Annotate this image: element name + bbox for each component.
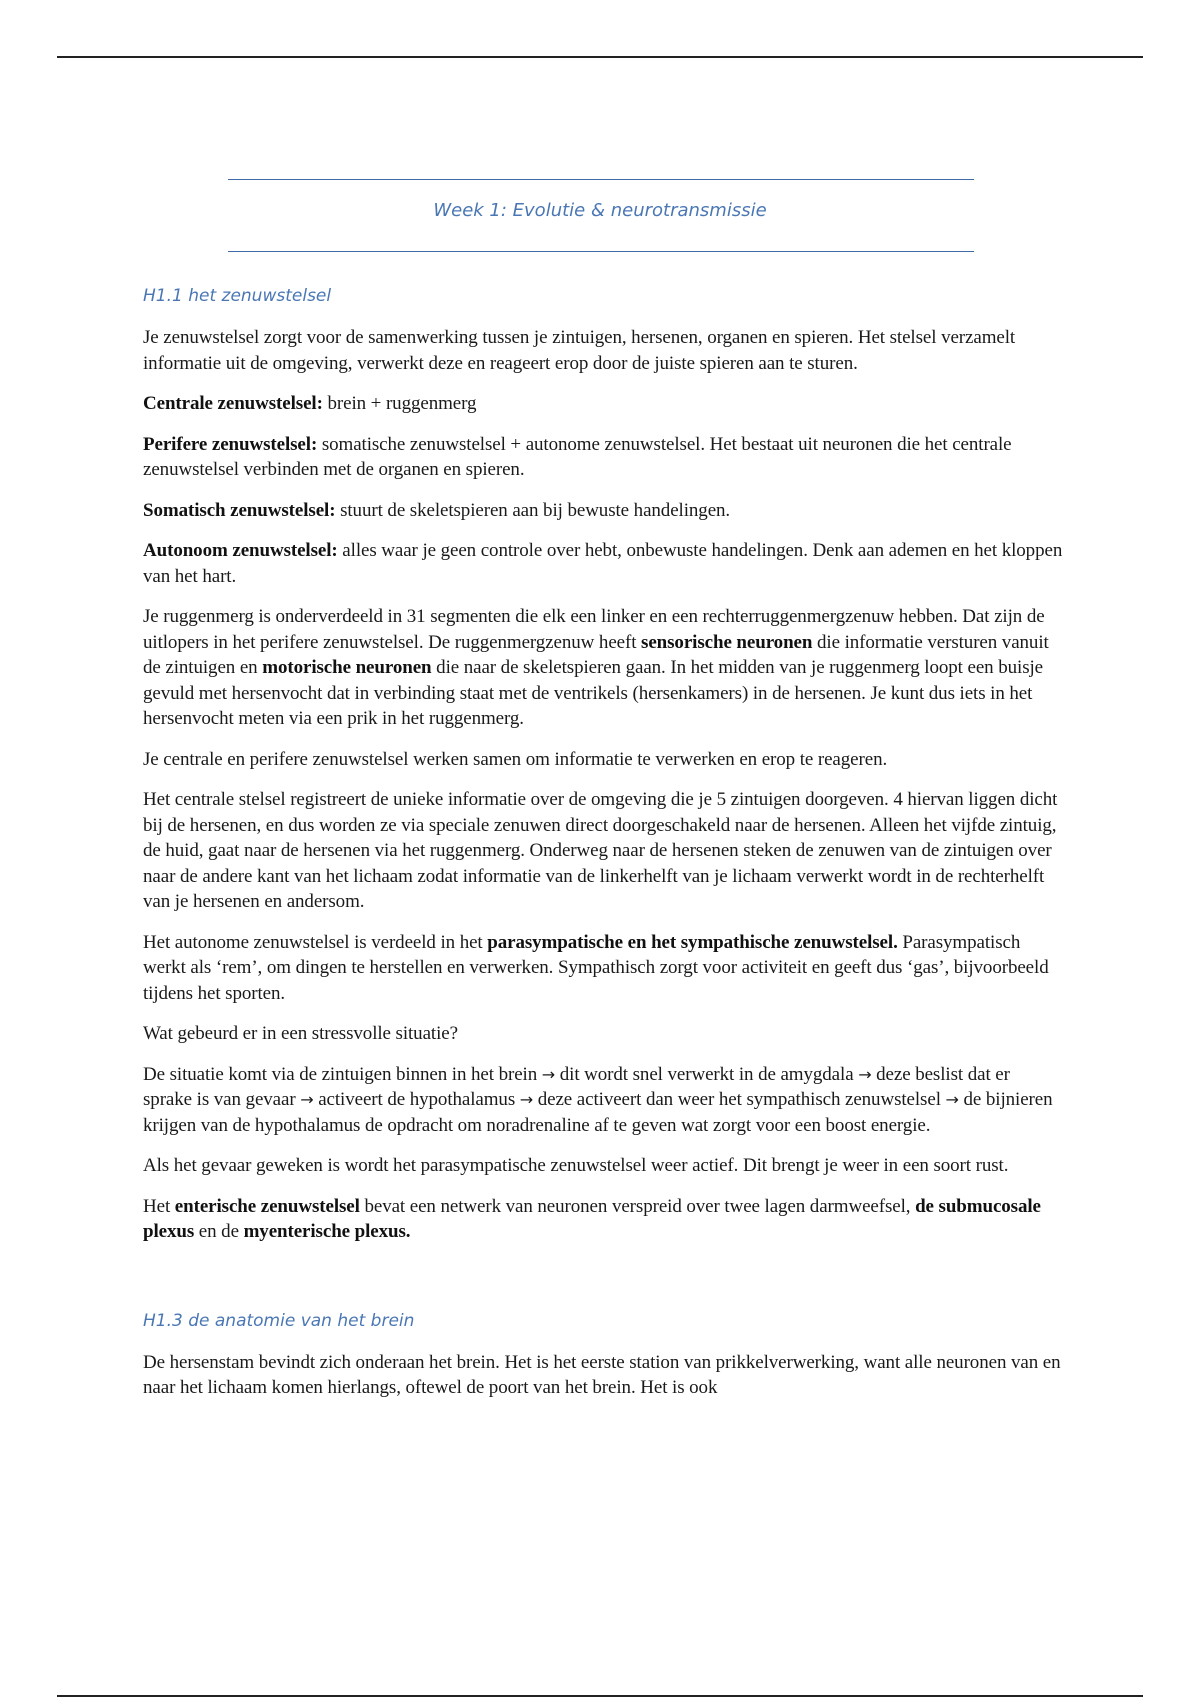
term-parasympathisch-sympathisch: parasympatische en het sympathische zenuwstelsel. [487,931,898,953]
paragraph-centrale [143,391,1063,417]
term-submucosale-plexus: de submucosale plexus [143,1195,1041,1242]
text-enterisch-3: en de [194,1221,244,1242]
paragraph-vraag: Wat gebeurd er in een stressvolle situatie? [143,1023,458,1044]
text-stress-3: deze beslist dat er sprake is van gevaar [143,1063,1010,1110]
term-somatisch: Somatisch zenuwstelsel: [143,499,336,521]
paragraph-stress [143,1062,1063,1139]
paragraph-enterisch [143,1194,1063,1245]
page-bottom-rule [57,1695,1143,1697]
paragraph-hersenstam: De hersenstam bevindt zich onderaan het brein. Het is het eerste station van prikkelverwerking, want alle neuronen van en naar het lichaam komen hierlangs, oftewel de poort van het brein. Het is ook [143,1351,1061,1398]
text-perifere: somatische zenuwstelsel + autonome zenuwstelsel. Het bestaat uit neuronen die het centrale zenuwstelsel verbinden met de organen en spieren. [143,433,1012,480]
text-stress-6: de bijnieren krijgen van de hypothalamus de opdracht om noradrenaline af te geven wat zorgt voor een boost energie. [143,1089,1053,1136]
page-top-rule [57,56,1143,58]
term-perifere: Perifere zenuwstelsel: [143,433,318,455]
document-body [143,286,1063,1416]
text-stress-4: activeert de hypothalamus [313,1089,520,1110]
text-centrale: brein + ruggenmerg [322,393,477,414]
arrow-icon: → [541,1064,556,1084]
paragraph-autonome [143,930,1063,1007]
paragraph-intro: Je zenuwstelsel zorgt voor de samenwerking tussen je zintuigen, hersenen, organen en spieren. Het stelsel verzamelt informatie uit de omgeving, verwerkt deze en reageert erop door de juiste spieren aan te sturen. [143,327,1016,374]
arrow-icon: → [858,1064,872,1084]
paragraph-centrale-stelsel: Het centrale stelsel registreert de unieke informatie over de omgeving die je 5 zintuigen doorgeven. 4 hiervan liggen dicht bij de hersenen, en dus worden ze via speciale zenuwen direct doorgeschakeld naar de hersenen. Alleen het vijfde zintuig, de huid, gaat naar de hersenen via het ruggenmerg. Onderweg naar de hersenen steken de zenuwen van de zintuigen over naar de andere kant van het lichaam zodat informatie van de linkerhelft van je lichaam verwerkt wordt in de rechterhelft van je hersenen en andersom. [143,789,1058,912]
paragraph-autonoom [143,538,1063,589]
text-stress-1: De situatie komt via de zintuigen binnen in het brein [143,1063,542,1085]
title-rule-top [228,179,974,180]
term-enterisch: enterische zenuwstelsel [174,1195,360,1217]
section-heading-h1-1: H1.1 het zenuwstelsel [143,286,332,306]
arrow-icon: → [519,1090,534,1109]
arrow-icon: → [300,1090,314,1109]
page-title: Week 1: Evolutie & neurotransmissie [433,200,767,221]
text-enterisch-2: bevat een netwerk van neuronen verspreid over twee lagen darmweefsel, [359,1195,916,1217]
paragraph-ruggenmerg [143,604,1063,732]
text-somatisch: stuurt de skeletspieren aan bij bewuste handelingen. [335,499,731,521]
text-stress-2: dit wordt snel verwerkt in de amygdala [555,1063,859,1085]
text-stress-5: deze activeert dan weer het sympathisch zenuwstelsel [533,1089,946,1110]
text-ruggenmerg-1: Je ruggenmerg is onderverdeeld in 31 segmenten die elk een linker en een rechterruggenmergzenuw hebben. Dat zijn de uitlopers in het perifere zenuwstelsel. De ruggenmergzenuw heeft [143,606,1045,653]
section-heading-h1-3: H1.3 de anatomie van het brein [143,1310,415,1331]
paragraph-somatisch [143,498,1063,524]
title-rule-bottom [228,251,974,252]
term-myenterische-plexus: myenterische plexus. [243,1221,411,1242]
paragraph-rust: Als het gevaar geweken is wordt het parasympatische zenuwstelsel weer actief. Dit brengt je weer in een soort rust. [143,1155,1009,1176]
text-autonome-1: Het autonome zenuwstelsel is verdeeld in het [143,931,488,953]
text-enterisch-1: Het [143,1195,175,1217]
term-motorische-neuronen: motorische neuronen [262,657,432,678]
text-autonoom: alles waar je geen controle over hebt, onbewuste handelingen. Denk aan ademen en het kloppen van het hart. [143,540,1063,587]
text-ruggenmerg-2: die informatie versturen vanuit de zintuigen en [143,631,1049,678]
term-sensorische-neuronen: sensorische neuronen [641,631,813,653]
term-centrale: Centrale zenuwstelsel: [143,393,323,414]
term-autonoom: Autonoom zenuwstelsel: [143,540,338,561]
paragraph-perifere [143,432,1063,483]
text-ruggenmerg-3: die naar de skeletspieren gaan. In het midden van je ruggenmerg loopt een buisje gevuld met hersenvocht dat in verbinding staat met de ventrikels (hersenkamers) in de hersenen. Je kunt dus iets in het hersenvocht meten via een prik in het ruggenmerg. [143,657,1043,729]
arrow-icon: → [945,1090,959,1109]
paragraph-samenwerking: Je centrale en perifere zenuwstelsel werken samen om informatie te verwerken en erop te reageren. [143,748,888,770]
text-autonome-2: Parasympatisch werkt als ‘rem’, om dingen te herstellen en verwerken. Sympathisch zorgt voor activiteit en geeft dus ‘gas’, bijvoorbeeld tijdens het sporten. [143,931,1049,1004]
